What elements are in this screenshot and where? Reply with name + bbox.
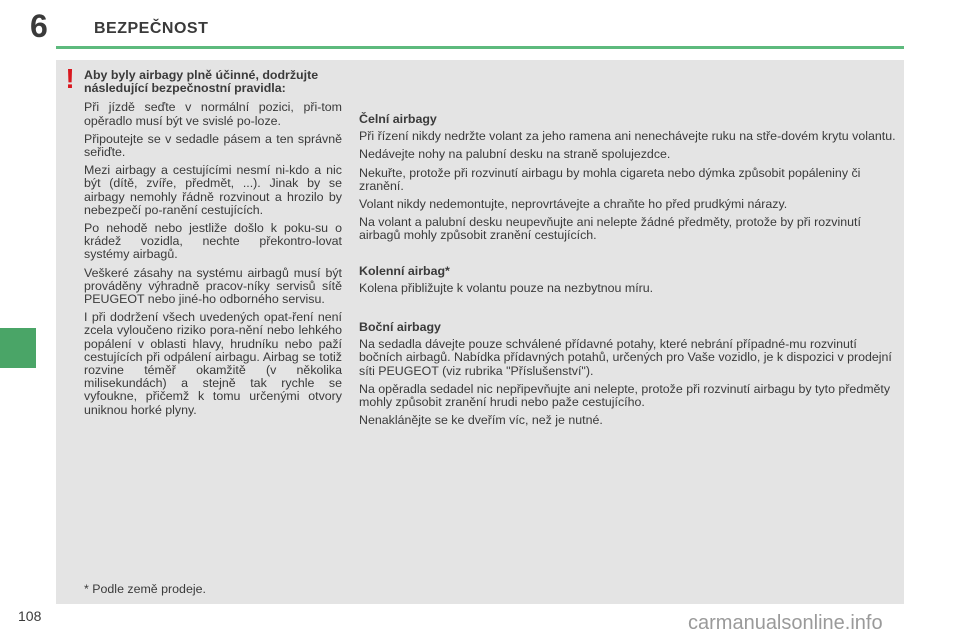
- warning-paragraph: I při dodržení všech uvedených opat-ření není zcela vyloučeno riziko pora-nění nebo lehkého popálení v oblasti hlavy, hrudníku nebo paží cestujících při odpálení airbagu. Airbag se totiž rozvine téměř okamžitě (v několika milisekundách) a stejně tak rychle se vyfoukne, přičemž k tomu určenými otvory uniknou horké plyny.: [84, 310, 342, 417]
- airbag-sections: [359, 113, 899, 441]
- watermark: carmanualsonline.info: [688, 612, 883, 634]
- section-paragraph: Při řízení nikdy nedržte volant za jeho ramena ani nenechávejte ruku na stře-dovém krytu volantu.: [359, 129, 896, 144]
- warning-paragraph: Veškeré zásahy na systému airbagů musí být prováděny výhradně pracov-níky servisů sítě PEUGEOT nebo jiné-ho odborného servisu.: [84, 265, 342, 307]
- section-paragraph: Nekuřte, protože při rozvinutí airbagu by mohla cigareta nebo dýmka způsobit popáleniny či zranění.: [359, 165, 861, 193]
- section-paragraph: Na volant a palubní desku neupevňujte ani nelepte žádné předměty, protože by při rozvinutí airbagů mohly způsobit zranění cestujících.: [359, 215, 861, 243]
- chapter-side-tab: [0, 328, 36, 368]
- section-title: Boční airbagy: [359, 320, 441, 335]
- chapter-title: BEZPEČNOST: [94, 20, 209, 37]
- section-paragraph: Nedávejte nohy na palubní desku na straně spolujezdce.: [359, 147, 671, 162]
- section-paragraph: Volant nikdy nedemontujte, neprovrtávejte a chraňte ho před prudkými nárazy.: [359, 197, 788, 212]
- warning-paragraph: Po nehodě nebo jestliže došlo k poku-su o krádež vozidla, nechte překontro-lovat systémy airbagů.: [84, 221, 342, 262]
- section-title: Kolenní airbag*: [359, 263, 450, 278]
- section-paragraph: Na sedadla dávejte pouze schválené přídavné potahy, které nebrání případné-mu rozvinutí bočních airbagů. Nabídka přídavných potahů, určených pro Vaše vozidlo, je k dispozici v prodejní síti PEUGEOT (viz rubrika "Příslušenství").: [359, 337, 892, 378]
- warning-paragraph: Při jízdě seďte v normální pozici, při-tom opěradlo musí být ve svislé po-loze.: [84, 100, 342, 128]
- warning-heading: Aby byly airbagy plně účinné, dodržujte následující bezpečnostní pravidla:: [84, 68, 319, 96]
- section-title: Čelní airbagy: [359, 112, 437, 126]
- section-side-airbags: [359, 321, 899, 427]
- warning-paragraph: Připoutejte se v sedadle pásem a ten správně seřiďte.: [84, 131, 342, 160]
- page-number: 108: [18, 608, 42, 624]
- header-divider: [56, 46, 904, 49]
- chapter-number: 6: [30, 8, 48, 44]
- section-knee-airbag: [359, 265, 899, 295]
- warning-icon: !: [65, 63, 75, 94]
- section-paragraph: Na opěradla sedadel nic nepřipevňujte ani nelepte, protože při rozvinutí airbagu by tyto předměty mohly způsobit zranění hrudi nebo paže cestujícího.: [359, 381, 891, 410]
- warning-box: [84, 69, 342, 422]
- footnote: * Podle země prodeje.: [84, 582, 206, 596]
- section-paragraph: Kolena přibližujte k volantu pouze na nezbytnou míru.: [359, 280, 654, 295]
- warning-paragraph: Mezi airbagy a cestujícími nesmí ni-kdo a nic být (dítě, zvíře, předmět, ...). Jinak by se airbagy nemohly řádně rozvinout a hrozilo by nebezpečí po-ranění cestujících.: [84, 163, 342, 217]
- section-front-airbags: [359, 113, 899, 243]
- section-paragraph: Nenaklánějte se ke dveřím víc, než je nutné.: [359, 413, 603, 428]
